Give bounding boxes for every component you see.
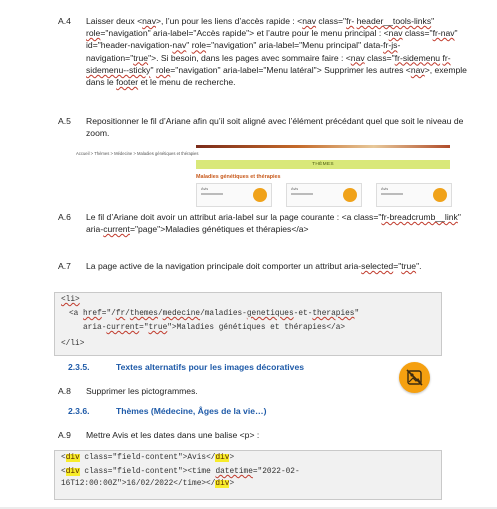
item-text: Supprimer les pictogrammes. xyxy=(86,386,198,396)
pictogram-icon xyxy=(433,188,447,202)
code-line: </li> xyxy=(61,340,85,348)
embedded-screenshot xyxy=(58,143,450,207)
card-label: Avis xyxy=(291,187,299,191)
card xyxy=(286,183,362,207)
code-line: 16T12:00:00Z">16/02/2022</time></div> xyxy=(61,480,235,488)
card xyxy=(376,183,452,207)
page-title: Maladies génétiques et thérapies xyxy=(196,174,281,180)
section-title: Textes alternatifs pour les images décoratives xyxy=(116,362,305,372)
card xyxy=(196,183,272,207)
code-line: <li> xyxy=(61,296,80,304)
code-line: <div class="field-content">Avis</div> xyxy=(61,454,235,462)
item-number: A.4 xyxy=(58,16,71,26)
item-text: Le fil d’Ariane doit avoir un attribut aria-label sur la page courante : <a class="fr-breadcrumb__link" aria-current="page">Maladies génétiques et thérapies</a> xyxy=(86,212,461,235)
card-label: Avis xyxy=(201,187,209,191)
item-text: Laisser deux <nav>, l’un pour les liens d’accès rapide : <nav class="fr- header__tools-links" role="navigation" aria-label="Accès rapide"> et l’autre pour le menu principal : <nav class="fr-nav" id="header-navigation-nav" role="navigation" aria-label="Menu principal" data-fr-js-navigation="true">. Si besoin, dans les pages avec sommaire faire : <nav class="fr-sidemenu fr-sidemenu--sticky" role="navigation" aria-label="Menu latéral"> Supprimer les autres <nav>, exemple dans le footer et le menu de recherche. xyxy=(86,16,467,88)
item-number: A.5 xyxy=(58,116,71,126)
themes-band: THÈMES xyxy=(196,160,450,169)
code-line: <div class="field-content"><time datetime="2022-02- xyxy=(61,468,300,476)
item-text: La page active de la navigation principale doit comporter un attribut aria-selected="true". xyxy=(86,261,422,271)
item-number: A.9 xyxy=(58,430,71,440)
section-number: 2.3.6. xyxy=(68,406,90,416)
item-text: Mettre Avis et les dates dans une balise <p> : xyxy=(86,430,260,440)
section-title: Thèmes (Médecine, Âges de la vie…) xyxy=(116,406,267,416)
item-text: Repositionner le fil d’Ariane afin qu’il soit aligné avec l’élément précédant quel que soit le niveau de zoom. xyxy=(86,116,464,139)
item-number: A.7 xyxy=(58,261,71,271)
pictogram-icon xyxy=(343,188,357,202)
card-label: Avis xyxy=(381,187,389,191)
code-line: <a href="/fr/themes/medecine/maladies-genetiques-et-therapies" xyxy=(69,310,360,318)
pictogram-icon xyxy=(253,188,267,202)
code-block-li xyxy=(54,292,442,356)
code-line: aria-current="true">Maladies génétiques et thérapies</a> xyxy=(83,324,346,332)
card-date xyxy=(201,193,223,195)
item-number: A.6 xyxy=(58,212,71,222)
card-date xyxy=(291,193,313,195)
breadcrumb: Accueil > Thèmes > Médecine > Maladies génétiques et thérapies xyxy=(76,151,199,156)
code-block-div xyxy=(54,450,442,500)
card-date xyxy=(381,193,403,195)
header-banner-image xyxy=(196,145,450,148)
section-number: 2.3.5. xyxy=(68,362,90,372)
item-number: A.8 xyxy=(58,386,71,396)
cards-row xyxy=(196,183,450,205)
